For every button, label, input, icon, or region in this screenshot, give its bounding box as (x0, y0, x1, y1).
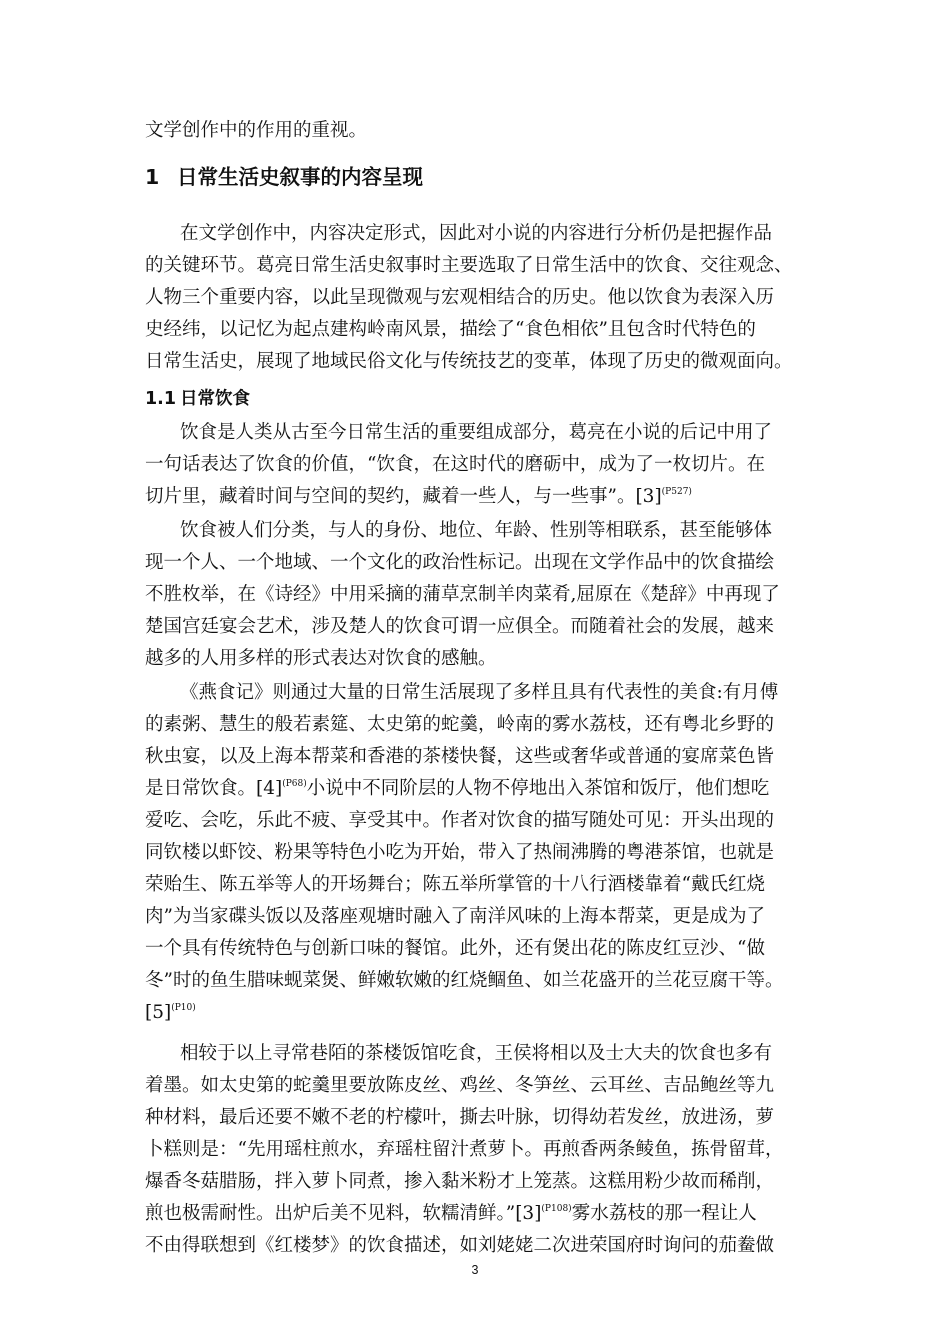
paragraph-line: 荣贻生、陈五举等人的开场舞台；陈五举所掌管的十八行酒楼靠着“戴氏红烧 (145, 874, 765, 895)
citation-text: 煎也极需耐性。出炉后美不见料，软糯清鲜。”[3] (145, 1203, 542, 1224)
continuation-line: 文学创作中的作用的重视。 (145, 120, 368, 141)
paragraph-line: 饮食是人类从古至今日常生活的重要组成部分，葛亮在小说的后记中用了 (180, 422, 773, 443)
paragraph-line: 《燕食记》则通过大量的日常生活展现了多样且具有代表性的美食:有月傅 (180, 682, 779, 703)
paragraph-line (145, 1000, 196, 1026)
section-title: 日常生活史叙事的内容呈现 (177, 165, 423, 189)
citation-page: (P108) (541, 1204, 572, 1214)
paragraph-line: 一句话表达了饮食的价值，“饮食，在这时代的磨砺中，成为了一枚切片。在 (145, 454, 765, 475)
paragraph-line: 不由得联想到《红楼梦》的饮食描述，如刘姥姥二次进荣国府时询问的茄鲞做 (145, 1235, 775, 1256)
paragraph-line: 肉”为当家碟头饭以及落座观塘时融入了南洋风味的上海本帮菜，更是成为了 (145, 906, 765, 927)
citation-page: (P68) (282, 779, 307, 789)
paragraph-line: 种材料，最后还要不嫩不老的柠檬叶，撕去叶脉，切得幼若发丝，放进汤，萝 (145, 1107, 775, 1128)
citation-page: (P10) (171, 1003, 196, 1013)
paragraph-line: 越多的人用多样的形式表达对饮食的感触。 (145, 648, 497, 669)
paragraph-line: 冬”时的鱼生腊味蚬菜煲、鲜嫩软嫩的红烧鲴鱼、如兰花盛开的兰花豆腐干等。 (145, 970, 784, 991)
paragraph-line: 现一个人、一个地域、一个文化的政治性标记。出现在文学作品中的饮食描绘 (145, 552, 775, 573)
paragraph-line: 在文学创作中，内容决定形式，因此对小说的内容进行分析仍是把握作品 (180, 223, 773, 244)
subsection-title: 日常饮食 (180, 389, 250, 409)
paragraph-line: 的关键环节。葛亮日常生活史叙事时主要选取了日常生活中的饮食、交往观念、 (145, 255, 793, 276)
paragraph-line: 秋虫宴，以及上海本帮菜和香港的茶楼快餐，这些或奢华或普通的宴席菜色皆 (145, 746, 775, 767)
citation-text: [5] (145, 1002, 172, 1023)
paragraph-line (145, 1201, 757, 1227)
paragraph-line: 相较于以上寻常巷陌的茶楼饭馆吃食，王侯将相以及士大夫的饮食也多有 (180, 1043, 773, 1064)
paragraph-line: 楚国宫廷宴会艺术，涉及楚人的饮食可谓一应俱全。而随着社会的发展，越来 (145, 616, 775, 637)
paragraph-line (145, 484, 692, 510)
paragraph-line: 饮食被人们分类，与人的身份、地位、年龄、性别等相联系，甚至能够体 (180, 520, 773, 541)
paragraph-line: 卜糕则是：“先用瑶柱煎水，弃瑶柱留汁煮萝卜。再煎香两条鲮鱼，拣骨留茸， (145, 1139, 784, 1160)
section-heading (145, 163, 423, 191)
line-text: 雾水荔枝的那一程让人 (571, 1203, 757, 1224)
paragraph-line: 爱吃、会吃，乐此不疲、享受其中。作者对饮食的描写随处可见：开头出现的 (145, 810, 775, 831)
paragraph-line: 着墨。如太史第的蛇羹里要放陈皮丝、鸡丝、冬笋丝、云耳丝、吉品鲍丝等九 (145, 1075, 775, 1096)
paragraph-line: 不胜枚举，在《诗经》中用采摘的蒲草烹制羊肉菜肴,屈原在《楚辞》中再现了 (145, 584, 780, 605)
subsection-number: 1.1 (145, 389, 177, 409)
line-text: 小说中不同阶层的人物不停地出入茶馆和饭厅，他们想吃 (306, 778, 770, 799)
paragraph-line: 一个具有传统特色与创新口味的餐馆。此外，还有煲出花的陈皮红豆沙、“做 (145, 938, 765, 959)
paragraph-line: 同钦楼以虾饺、粉果等特色小吃为开始，带入了热闹沸腾的粤港茶馆，也就是 (145, 842, 775, 863)
citation-page: (P527) (661, 487, 692, 497)
paragraph-line: 史经纬，以记忆为起点建构岭南风景，描绘了“食色相依”且包含时代特色的 (145, 319, 756, 340)
citation-text: 是日常饮食。[4] (145, 778, 283, 799)
paragraph-line: 爆香冬菇腊肠，拌入萝卜同煮，掺入黏米粉才上笼蒸。这糕用粉少故而稀削， (145, 1171, 775, 1192)
paragraph-line: 人物三个重要内容，以此呈现微观与宏观相结合的历史。他以饮食为表深入历 (145, 287, 775, 308)
paragraph-line (145, 776, 769, 802)
section-number: 1 (145, 165, 160, 189)
paragraph-line: 的素粥、慧生的般若素筵、太史第的蛇羹，岭南的雾水荔枝，还有粤北乡野的 (145, 714, 775, 735)
page-number: 3 (471, 1263, 479, 1277)
subsection-heading (145, 386, 250, 412)
citation-text: 切片里，藏着时间与空间的契约，藏着一些人，与一些事”。[3] (145, 486, 662, 507)
paragraph-line: 日常生活史，展现了地域民俗文化与传统技艺的变革，体现了历史的微观面向。 (145, 351, 793, 372)
